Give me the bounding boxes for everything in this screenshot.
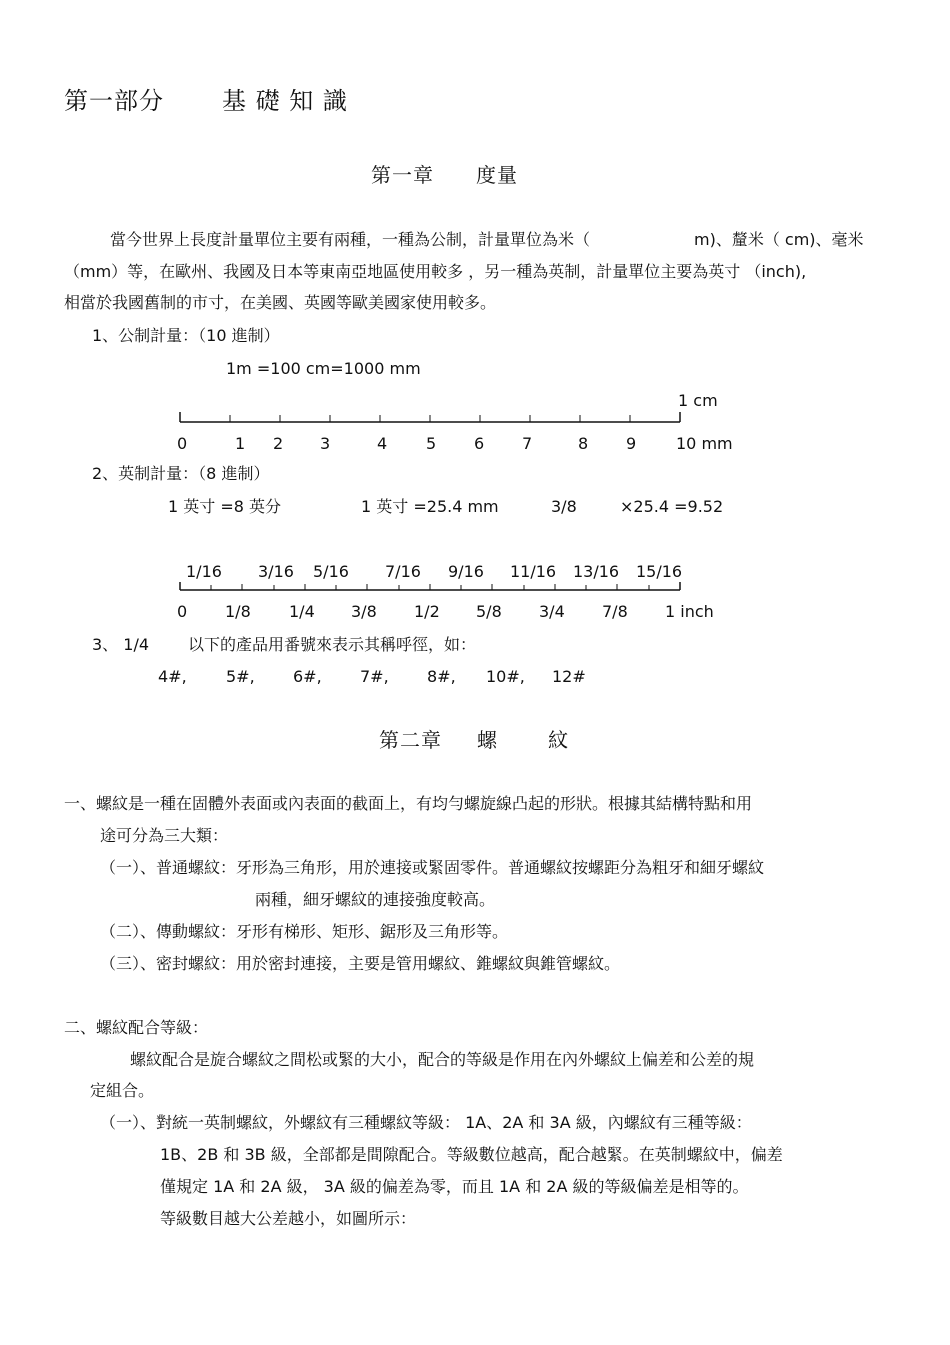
screw-number: 6#, bbox=[293, 667, 322, 686]
imperial-formula-4: ×25.4 =9.52 bbox=[620, 497, 724, 516]
imperial-top-tick-label: 7/16 bbox=[385, 562, 421, 581]
section1-item2: （二）、傳動螺紋：牙形有梯形、矩形、鋸形及三角形等。 bbox=[100, 922, 509, 941]
screw-number: 12# bbox=[552, 667, 586, 686]
section1-item1-line-2: 兩種，細牙螺紋的連接強度較高。 bbox=[255, 890, 496, 909]
imperial-bottom-tick-label: 1/2 bbox=[414, 602, 440, 621]
imperial-ruler bbox=[180, 582, 680, 590]
metric-heading: 1、公制計量：（10 進制） bbox=[92, 326, 280, 345]
imperial-bottom-tick-label: 1/8 bbox=[225, 602, 251, 621]
intro-line-1b: m)、釐米（ cm)、毫米 bbox=[694, 230, 864, 249]
screw-number: 10#, bbox=[486, 667, 525, 686]
section1-item1-line-1: （一）、普通螺紋：牙形為三角形，用於連接或緊固零件。普通螺紋按螺距分為粗牙和細牙螺紋 bbox=[100, 858, 765, 877]
metric-formula: 1m =100 cm=1000 mm bbox=[226, 359, 421, 378]
section2-item1-line-3: 僅規定 1A 和 2A 級， 3A 級的偏差為零，而且 1A 和 2A 級的等級偏差是相等的。 bbox=[160, 1177, 749, 1196]
imperial-top-tick-label: 1/16 bbox=[186, 562, 222, 581]
imperial-bottom-tick-label: 3/8 bbox=[351, 602, 377, 621]
imperial-bottom-tick-label: 1 inch bbox=[665, 602, 714, 621]
section2-para-line-2: 定組合。 bbox=[90, 1081, 155, 1100]
section2-heading: 二、螺紋配合等級： bbox=[64, 1018, 209, 1037]
imperial-bottom-tick-label: 1/4 bbox=[289, 602, 315, 621]
metric-tick-label: 1 bbox=[235, 434, 246, 453]
chapter2-label: 第二章 bbox=[379, 728, 442, 752]
imperial-top-tick-label: 3/16 bbox=[258, 562, 294, 581]
metric-tick-label: 4 bbox=[377, 434, 388, 453]
chapter2-title-b: 紋 bbox=[548, 728, 569, 752]
chapter1-title: 度量 bbox=[476, 163, 518, 187]
metric-ruler bbox=[180, 412, 680, 422]
section1-line-1: 一、螺紋是一種在固體外表面或內表面的截面上，有均勻螺旋線凸起的形狀。根據其結構特點和用 bbox=[64, 794, 753, 813]
imperial-heading: 2、英制計量：（8 進制） bbox=[92, 464, 270, 483]
imperial-top-tick-label: 13/16 bbox=[573, 562, 620, 581]
screw-number: 8#, bbox=[427, 667, 456, 686]
section2-item1-line-2: 1B、2B 和 3B 級，全部都是間隙配合。等級數位越高，配合越緊。在英制螺紋中，偏差 bbox=[160, 1145, 783, 1164]
intro-line-3: 相當於我國舊制的市寸，在美國、英國等歐美國家使用較多。 bbox=[64, 293, 497, 312]
metric-tick-label: 3 bbox=[320, 434, 331, 453]
numbers-heading-b: 以下的產品用番號來表示其稱呼徑，如： bbox=[188, 635, 477, 654]
imperial-formula-3: 3/8 bbox=[551, 497, 577, 516]
metric-tick-label: 6 bbox=[474, 434, 485, 453]
imperial-formula-2: 1 英寸 =25.4 mm bbox=[361, 497, 499, 516]
section1-item3: （三）、密封螺紋：用於密封連接，主要是管用螺紋、錐螺紋與錐管螺紋。 bbox=[100, 954, 621, 973]
metric-tick-label: 8 bbox=[578, 434, 589, 453]
metric-tick-label: 9 bbox=[626, 434, 637, 453]
imperial-top-tick-label: 11/16 bbox=[510, 562, 557, 581]
metric-tick-label: 0 bbox=[177, 434, 188, 453]
section2-item1-line-4: 等級數目越大公差越小，如圖所示： bbox=[160, 1209, 417, 1228]
imperial-top-tick-label: 9/16 bbox=[448, 562, 484, 581]
metric-end-label: 1 cm bbox=[678, 391, 718, 410]
metric-tick-label: 2 bbox=[273, 434, 284, 453]
section2-para-line-1: 螺紋配合是旋合螺紋之間松或緊的大小，配合的等級是作用在內外螺紋上偏差和公差的規 bbox=[130, 1050, 755, 1069]
screw-number: 5#, bbox=[226, 667, 255, 686]
imperial-top-tick-label: 5/16 bbox=[313, 562, 349, 581]
imperial-formula-1: 1 英寸 =8 英分 bbox=[168, 497, 282, 516]
metric-tick-label: 10 mm bbox=[676, 434, 733, 453]
metric-tick-label: 7 bbox=[522, 434, 533, 453]
section1-line-2: 途可分為三大類： bbox=[100, 826, 229, 845]
screw-number: 7#, bbox=[360, 667, 389, 686]
section2-item1-line-1: （一）、對統一英制螺紋，外螺紋有三種螺紋等級： 1A、2A 和 3A 級，內螺紋有三種等級： bbox=[100, 1113, 752, 1132]
metric-tick-label: 5 bbox=[426, 434, 437, 453]
intro-line-1a: 當今世界上長度計量單位主要有兩種，一種為公制，計量單位為米（ bbox=[110, 230, 591, 249]
part-title: 基 礎 知 識 bbox=[222, 87, 348, 115]
imperial-top-tick-label: 15/16 bbox=[636, 562, 683, 581]
imperial-bottom-tick-label: 7/8 bbox=[602, 602, 628, 621]
imperial-bottom-tick-label: 5/8 bbox=[476, 602, 502, 621]
chapter2-title-a: 螺 bbox=[477, 728, 498, 752]
part-label: 第一部分 bbox=[64, 87, 164, 115]
numbers-heading-a: 3、 1/4 bbox=[92, 635, 150, 654]
imperial-bottom-tick-label: 0 bbox=[177, 602, 188, 621]
chapter1-label: 第一章 bbox=[371, 163, 434, 187]
imperial-bottom-tick-label: 3/4 bbox=[539, 602, 565, 621]
intro-line-2: （mm）等，在歐州、我國及日本等東南亞地區使用較多 ，另一種為英制，計量單位主要為英寸 （inch), bbox=[64, 262, 807, 281]
screw-number: 4#, bbox=[158, 667, 187, 686]
